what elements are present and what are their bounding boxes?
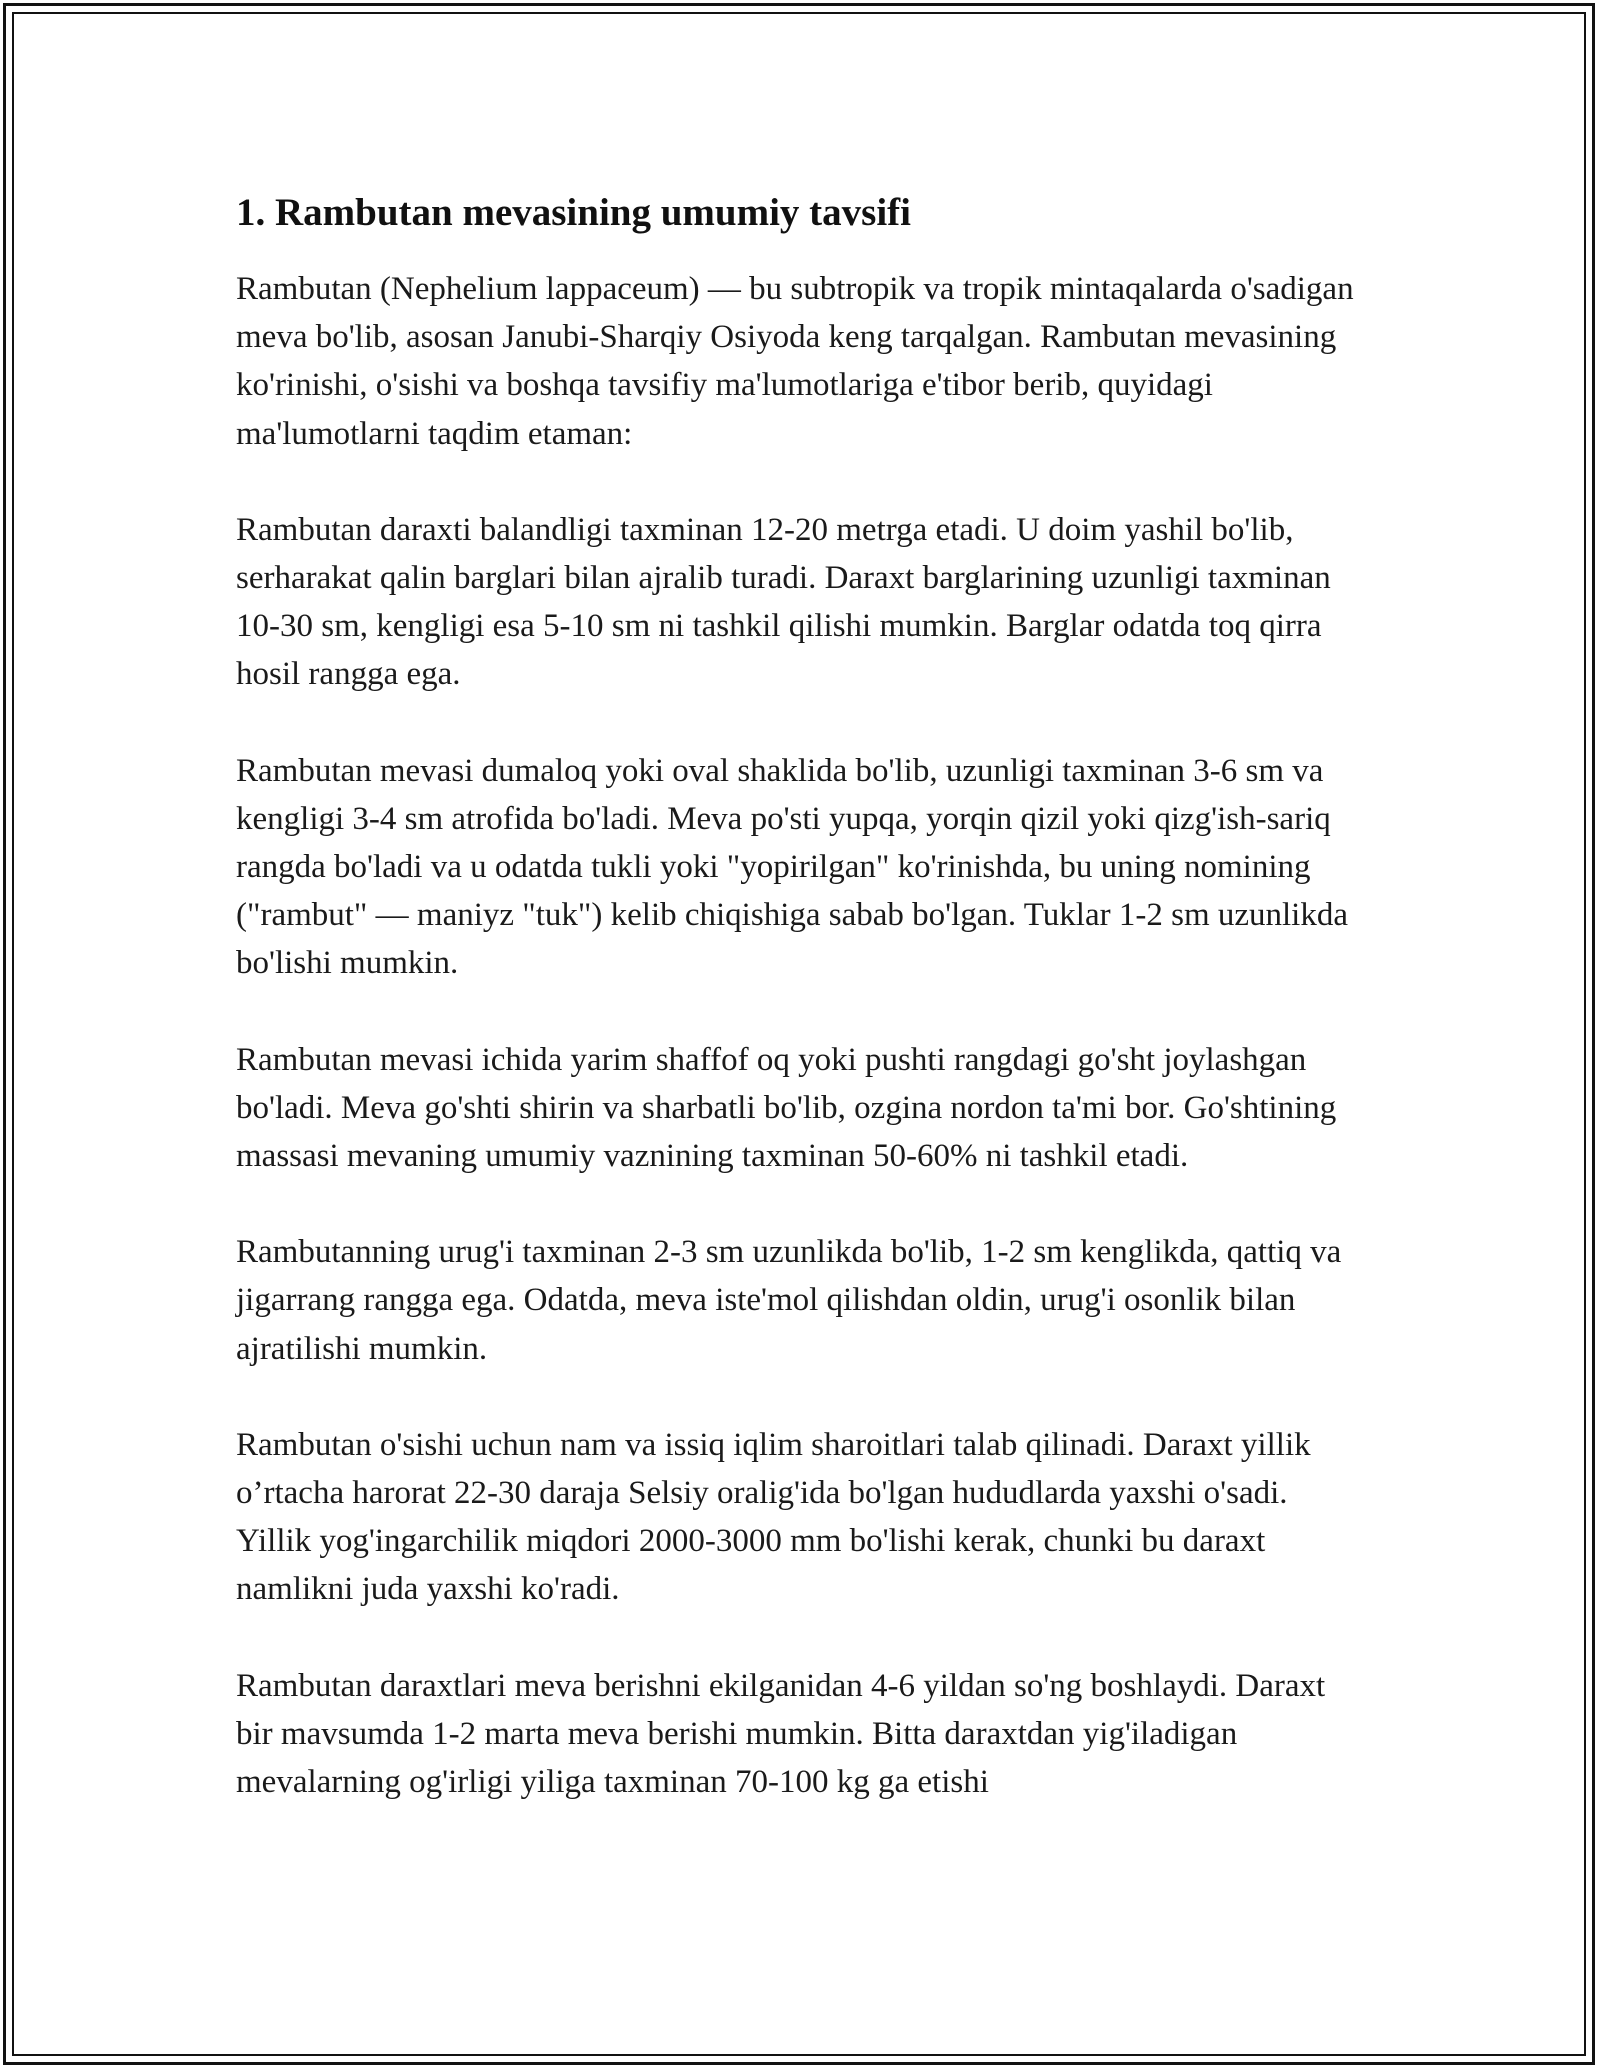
paragraph-intro: Rambutan (Nephelium lappaceum) — bu subtropik va tropik mintaqalarda o'sadigan meva bo'lib, asosan Janubi-Sharqiy Osiyoda keng tarqalgan. Rambutan mevasining ko'rinishi, o'sishi va boshqa tavsifiy ma'lumotlariga e'tibor berib, quyidagi ma'lumotlarni taqdim etaman: xyxy=(236,271,1354,452)
paragraph-yield: Rambutan daraxtlari meva berishni ekilganidan 4-6 yildan so'ng boshlaydi. Daraxt bir mavsumda 1-2 marta meva berishi mumkin. Bitta daraxtdan yig'iladigan mevalarning og'irligi yiliga taxminan 70-100 kg ga etishi xyxy=(236,1667,1326,1801)
paragraph-fruit-flesh: Rambutan mevasi ichida yarim shaffof oq yoki pushti rangdagi go'sht joylashgan bo'ladi. Meva go'shti shirin va sharbatli bo'lib, ozgina nordon ta'mi bor. Go'shtining massasi mevaning umumiy vaznining taxminan 50-60% ni tashkil etadi. xyxy=(236,1041,1337,1175)
paragraph-climate: Rambutan o'sishi uchun nam va issiq iqlim sharoitlari talab qilinadi. Daraxt yillik o’rtacha harorat 22-30 daraja Selsiy oralig'ida bo'lgan hududlarda yaxshi o'sadi. Yillik yog'ingarchilik miqdori 2000-3000 mm bo'lishi kerak, chunki bu daraxt namlikni juda yaxshi ko'radi. xyxy=(236,1426,1311,1608)
document-body xyxy=(236,185,1366,1854)
section-heading: 1. Rambutan mevasining umumiy tavsifi xyxy=(236,191,911,234)
paragraph-fruit-shape: Rambutan mevasi dumaloq yoki oval shaklida bo'lib, uzunligi taxminan 3-6 sm va kengligi 3-4 sm atrofida bo'ladi. Meva po'sti yupqa, yorqin qizil yoki qizg'ish-sariq rangda bo'ladi va u odatda tukli yoki "yopirilgan" ko'rinishda, bu uning nomining ("rambut" — maniyz "tuk") kelib chiqishiga sabab bo'lgan. Tuklar 1-2 sm uzunlikda bo'lishi mumkin. xyxy=(236,752,1348,982)
paragraph-tree: Rambutan daraxti balandligi taxminan 12-20 metrga etadi. U doim yashil bo'lib, serharakat qalin barglari bilan ajralib turadi. Daraxt barglarining uzunligi taxminan 10-30 sm, kengligi esa 5-10 sm ni tashkil qilishi mumkin. Barglar odatda toq qirra hosil rangga ega. xyxy=(236,511,1331,693)
paragraph-seed: Rambutanning urug'i taxminan 2-3 sm uzunlikda bo'lib, 1-2 sm kenglikda, qattiq va jigarrang rangga ega. Odatda, meva iste'mol qilishdan oldin, urug'i osonlik bilan ajratilishi mumkin. xyxy=(236,1234,1342,1367)
